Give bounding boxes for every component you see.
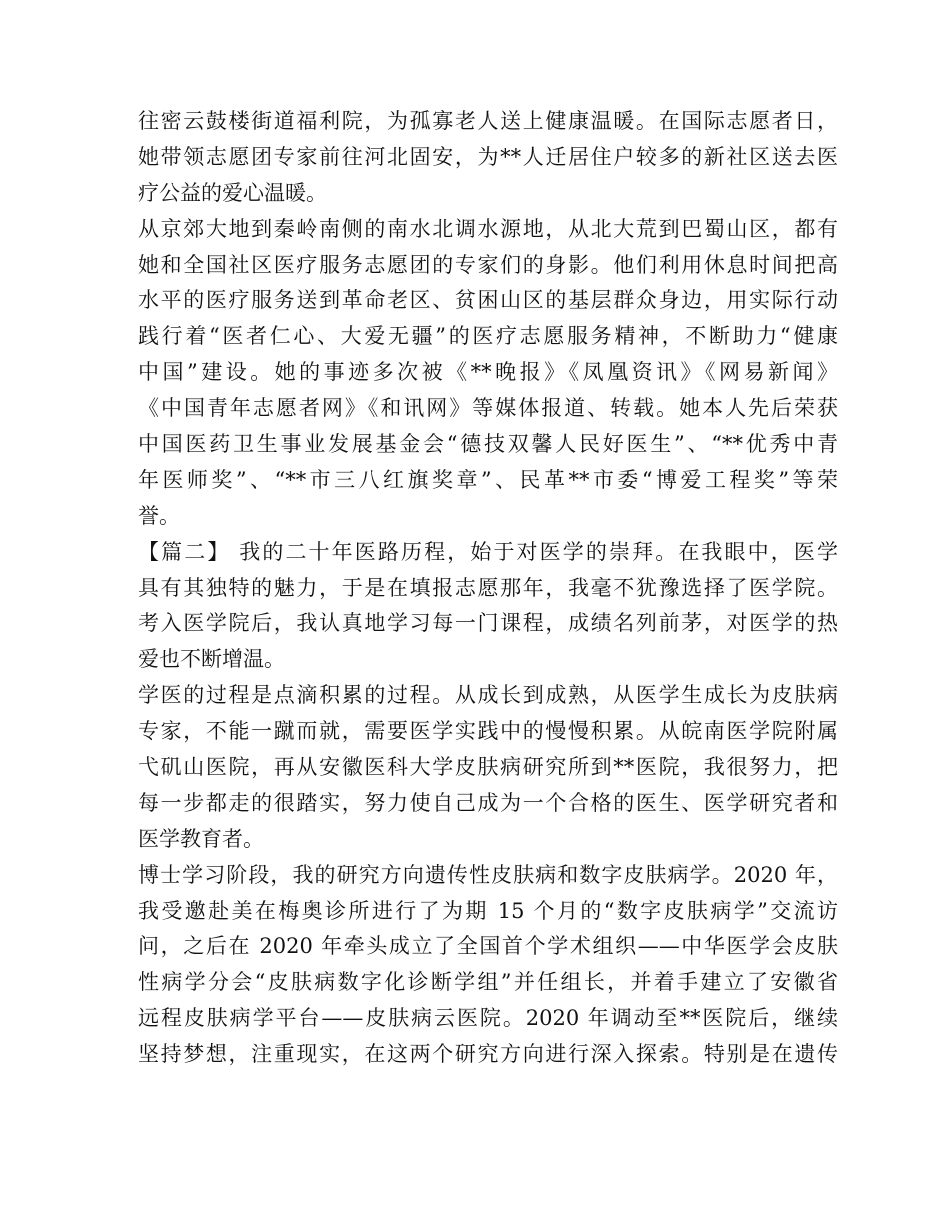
text-line: 具有其独特的魅力，于是在填报志愿那年，我毫不犹豫选择了医学院。: [138, 575, 838, 600]
text-line: 远程皮肤病学平台——皮肤病云医院。2020 年调动至**医院后，继续: [138, 1006, 838, 1031]
text-line: 专家，不能一蹴而就，需要医学实践中的慢慢积累。从皖南医学院附属: [138, 719, 838, 744]
text-line: 《中国青年志愿者网》《和讯网》等媒体报道、转载。她本人先后荣获: [138, 396, 838, 421]
text-line: 年医师奖”、“**市三八红旗奖章”、民革**市委“博爱工程奖”等荣: [138, 467, 838, 492]
text-line: 誉。: [138, 503, 180, 528]
text-line: 医学教育者。: [138, 826, 264, 851]
text-line: 考入医学院后，我认真地学习每一门课程，成绩名列前茅，对医学的热: [138, 611, 838, 636]
text-line: 【篇二】 我的二十年医路历程，始于对医学的崇拜。在我眼中，医学: [138, 539, 838, 564]
text-line: 往密云鼓楼街道福利院，为孤寡老人送上健康温暖。在国际志愿者日，: [138, 109, 838, 133]
text-line: 学医的过程是点滴积累的过程。从成长到成熟，从医学生成长为皮肤病: [138, 683, 838, 708]
text-line: 她带领志愿团专家前往河北固安，为**人迁居住户较多的新社区送去医: [138, 144, 838, 169]
text-line: 每一步都走的很踏实，努力使自己成为一个合格的医生、医学研究者和: [138, 790, 838, 815]
body-text: [138, 104, 838, 1073]
text-line: 坚持梦想，注重现实，在这两个研究方向进行深入探索。特别是在遗传: [138, 1042, 838, 1067]
text-line: 中国”建设。她的事迹多次被《**晚报》《凤凰资讯》《网易新闻》: [138, 360, 838, 385]
text-line: 践行着“医者仁心、大爱无疆”的医疗志愿服务精神，不断助力“健康: [138, 324, 838, 349]
text-line: 弋矶山医院，再从安徽医科大学皮肤病研究所到**医院，我很努力，把: [138, 755, 838, 780]
text-line: 她和全国社区医疗服务志愿团的专家们的身影。他们利用休息时间把高: [138, 252, 838, 277]
text-line: 水平的医疗服务送到革命老区、贫困山区的基层群众身边，用实际行动: [138, 288, 838, 313]
text-line: 疗公益的爱心温暖。: [138, 180, 327, 205]
text-line: 从京郊大地到秦岭南侧的南水北调水源地，从北大荒到巴蜀山区，都有: [138, 216, 838, 241]
text-line: 性病学分会“皮肤病数字化诊断学组”并任组长，并着手建立了安徽省: [138, 970, 838, 995]
text-line: 中国医药卫生事业发展基金会“德技双馨人民好医生”、“**优秀中青: [138, 432, 838, 457]
text-line: 爱也不断增温。: [138, 647, 285, 672]
text-line: 我受邀赴美在梅奥诊所进行了为期 15 个月的“数字皮肤病学”交流访: [138, 898, 838, 923]
text-line: 问，之后在 2020 年牵头成立了全国首个学术组织——中华医学会皮肤: [138, 934, 838, 959]
text-line: 博士学习阶段，我的研究方向遗传性皮肤病和数字皮肤病学。2020 年，: [138, 862, 838, 887]
